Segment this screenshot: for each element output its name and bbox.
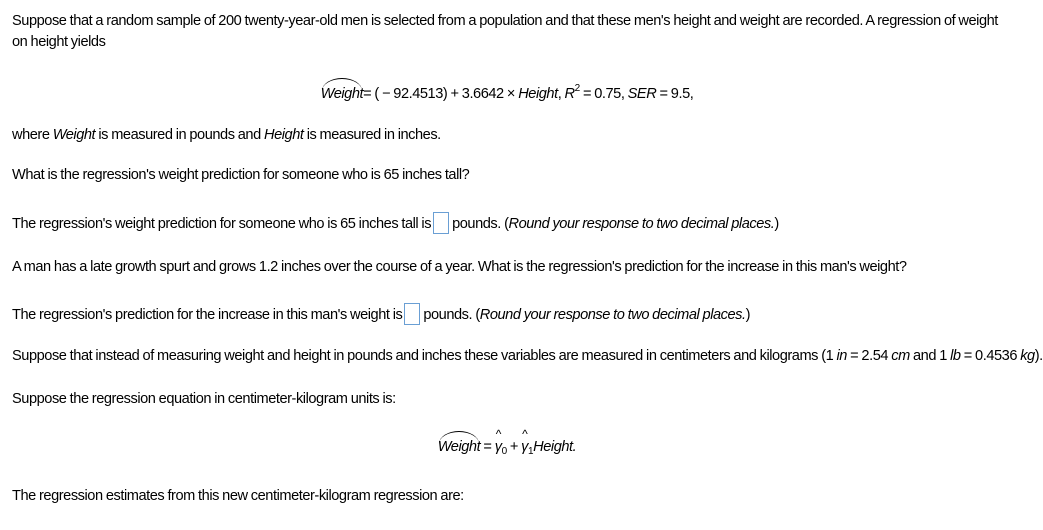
regression-equation-metric: Weight = ^ $\gamma_0$ + ^ $\gamma_1Height$. [437,427,577,457]
answer-increase-prefix: The regression's prediction for the increase in this man's weight is [12,307,403,323]
regression-equation-inches: Weight= ( − 92.4513) + 3.6642 × Height, $R^2 = 0.75$, SER = 9.5, [320,83,694,102]
height-term: Height [263,127,304,143]
r-squared-label: R [564,86,575,102]
intro-text: Suppose that a random sample of 200 twenty-year-old men is selected from a population and that these men's height and weight are recorded. A regression of weight on height yields [12,13,998,50]
gamma-0-hat: ^ γ [494,427,502,455]
units-explanation: where Weight is measured in pounds and Height is measured in inches. [12,127,441,143]
answer-increase-row: The regression's prediction for the increase in this man's weight is pounds. (Round your response to two decimal places.) [12,303,750,325]
ser-value: = 9.5, [656,86,694,102]
height-variable: Height. [533,439,577,455]
question-prediction: What is the regression's weight prediction for someone who is 65 inches tall? [12,167,470,183]
increase-answer-input[interactable] [404,303,420,325]
prediction-answer-input[interactable] [433,212,449,234]
question-growth-spurt: A man has a late growth spurt and grows 1.2 inches over the course of a year. What is the regression's prediction for the increase in this man's weight? [12,259,907,275]
rounding-hint: Round your response to two decimal places. [479,307,746,323]
r-squared-exponent: 2 [574,83,580,94]
r-squared-value: = 0.75, [579,86,628,102]
height-variable: Height [518,86,558,102]
metric-equation-intro: Suppose the regression equation in centimeter-kilogram units is: [12,391,396,407]
ser-label: SER [627,86,657,102]
weight-term: Weight [52,127,96,143]
gamma-1-hat: ^ γ [521,427,529,455]
weight-hat-symbol: Weight [320,86,364,102]
answer-prediction-row: The regression's weight prediction for someone who is 65 inches tall is pounds. (Round your response to two decimal places.) [12,212,779,234]
equation-coefficients: = ( − 92.4513) + 3.6642 × [363,86,519,102]
unit-conversion-text: Suppose that instead of measuring weight and height in pounds and inches these variables are measured in centimeters and kilograms (1 in = 2.54 cm and 1 lb = 0.4536 kg). [12,348,1043,364]
rounding-hint: Round your response to two decimal places. [508,216,775,232]
weight-hat-symbol: Weight [437,439,481,455]
answer-prediction-prefix: The regression's weight prediction for someone who is 65 inches tall is [12,216,432,232]
new-estimates-text: The regression estimates from this new centimeter-kilogram regression are: [12,488,464,504]
